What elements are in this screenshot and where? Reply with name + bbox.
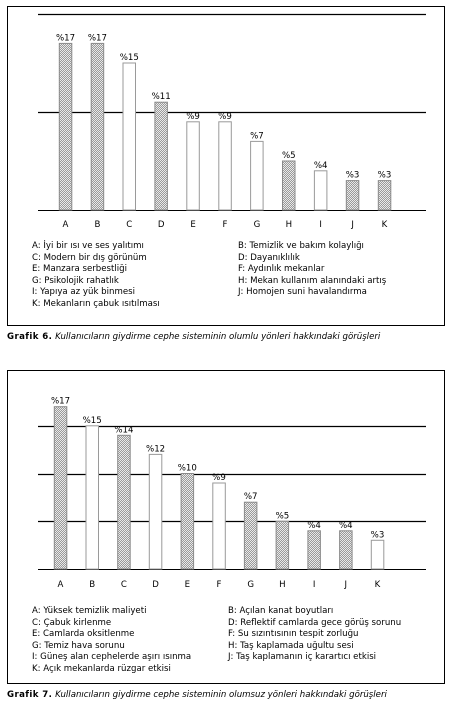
- bar-value-label: %3: [370, 530, 385, 541]
- bar-i: [308, 531, 321, 569]
- legend-item: B: Açılan kanat boyutları: [228, 606, 334, 616]
- bar-value-label: %9: [218, 111, 232, 122]
- legend-item: C: Modern bir dış görünüm: [32, 252, 147, 263]
- bar-value-label: %4: [338, 520, 353, 531]
- bar-value-label: %7: [243, 492, 258, 503]
- bar-d: [155, 102, 168, 210]
- bar-a: [59, 43, 72, 210]
- legend-item: H: Taş kaplamada uğultu sesi: [228, 640, 354, 651]
- bar-value-label: %4: [313, 160, 328, 171]
- bar-c: [123, 63, 136, 210]
- category-tick-label: K: [374, 580, 381, 590]
- bar-b: [91, 43, 104, 210]
- caption-2-text: Kullanıcıların giydirme cephe sisteminin olumsuz yönleri hakkındaki görüşleri: [55, 690, 387, 700]
- chart-panel-2: [7, 370, 445, 684]
- legend-item: D: Dayanıklılık: [238, 252, 300, 263]
- bar-value-label: %5: [281, 151, 296, 161]
- bar-g: [251, 141, 264, 210]
- bar-j: [346, 181, 359, 210]
- bar-value-label: %5: [275, 511, 290, 522]
- bar-e: [181, 474, 194, 570]
- bar-c: [118, 435, 131, 569]
- legend-item: B: Temizlik ve bakım kolaylığı: [238, 241, 364, 251]
- bar-value-label: %10: [177, 463, 197, 474]
- bar-value-label: %17: [55, 33, 76, 44]
- category-tick-label: G: [247, 580, 255, 590]
- legend-item: I: Güneş alan cephelerde aşırı ısınma: [32, 652, 192, 663]
- legend-item: K: Açık mekanlarda rüzgar etkisi: [32, 664, 171, 674]
- legend-item: E: Manzara serbestliği: [32, 264, 127, 275]
- legend-item: F: Aydınlık mekanlar: [238, 264, 325, 275]
- bar-f: [213, 483, 226, 569]
- bar-value-label: %17: [87, 33, 107, 44]
- bar-h: [283, 161, 296, 210]
- legend-item: J: Homojen suni havalandırma: [238, 287, 367, 298]
- bar-g: [244, 502, 257, 569]
- bar-d: [149, 454, 162, 569]
- bar-value-label: %9: [186, 111, 200, 122]
- bar-a: [54, 407, 67, 569]
- legend-item: E: Camlarda oksitlenme: [32, 629, 135, 640]
- category-tick-label: E: [184, 580, 191, 590]
- bar-h: [276, 521, 289, 569]
- bar-value-label: %14: [114, 425, 134, 436]
- bar-f: [219, 122, 232, 210]
- category-tick-label: I: [319, 220, 322, 230]
- bar-chart-2: [8, 371, 444, 603]
- bar-e: [187, 122, 200, 210]
- legend-item: G: Temiz hava sorunu: [32, 640, 125, 651]
- bar-value-label: %9: [212, 473, 226, 483]
- category-tick-label: I: [312, 580, 316, 590]
- category-tick-label: H: [285, 220, 293, 230]
- legend-item: F: Su sızıntısının tespit zorluğu: [228, 629, 359, 640]
- legend-item: A: Yüksek temizlik maliyeti: [32, 606, 147, 616]
- category-tick-label: C: [120, 580, 127, 590]
- legend-item: C: Çabuk kirlenme: [32, 617, 112, 628]
- category-tick-label: F: [222, 220, 228, 230]
- bar-value-label: %3: [345, 170, 360, 181]
- bar-value-label: %4: [307, 520, 321, 531]
- caption-1: [7, 332, 380, 342]
- category-tick-label: C: [126, 220, 133, 230]
- bar-value-label: %15: [119, 53, 139, 63]
- legend-item: K: Mekanların çabuk ısıtılması: [32, 299, 160, 309]
- chart-panel-1: [7, 6, 445, 326]
- bar-value-label: %11: [151, 92, 171, 103]
- legend-item: D: Reflektif camlarda gece görüş sorunu: [228, 617, 402, 628]
- bar-chart-1: [8, 7, 444, 237]
- category-tick-label: G: [253, 220, 261, 230]
- category-tick-label: K: [381, 220, 388, 230]
- bar-value-label: %15: [82, 415, 102, 426]
- category-tick-label: B: [89, 580, 96, 590]
- bar-b: [86, 426, 99, 569]
- category-tick-label: J: [351, 220, 354, 230]
- category-tick-label: B: [94, 220, 101, 230]
- caption-2: [7, 690, 387, 700]
- caption-1-lead: Grafik 6.: [7, 332, 53, 342]
- caption-2-lead: Grafik 7.: [7, 690, 53, 700]
- bar-k: [378, 181, 391, 210]
- category-tick-label: A: [62, 220, 69, 230]
- legend-item: J: Taş kaplamanın iç karartıcı etkisi: [228, 652, 377, 663]
- category-tick-label: F: [216, 580, 222, 590]
- legend-item: I: Yapıya az yük binmesi: [32, 287, 135, 298]
- bar-value-label: %17: [50, 396, 71, 407]
- bar-k: [371, 540, 384, 569]
- category-tick-label: D: [152, 580, 159, 590]
- category-tick-label: J: [344, 580, 348, 590]
- bar-j: [340, 531, 353, 569]
- bar-value-label: %3: [377, 170, 392, 181]
- legend-item: A: İyi bir ısı ve ses yalıtımı: [32, 241, 144, 251]
- legend-item: G: Psikolojik rahatlık: [32, 275, 119, 286]
- category-tick-label: A: [57, 580, 64, 590]
- legend-item: H: Mekan kullanım alanındaki artış: [238, 275, 387, 286]
- bar-i: [314, 171, 327, 210]
- category-tick-label: H: [279, 580, 286, 590]
- category-tick-label: E: [190, 220, 196, 230]
- caption-1-text: Kullanıcıların giydirme cephe sisteminin olumlu yönleri hakkındaki görüşleri: [55, 332, 381, 342]
- category-tick-label: D: [157, 220, 165, 230]
- bar-value-label: %7: [250, 131, 264, 142]
- bar-value-label: %12: [146, 444, 166, 455]
